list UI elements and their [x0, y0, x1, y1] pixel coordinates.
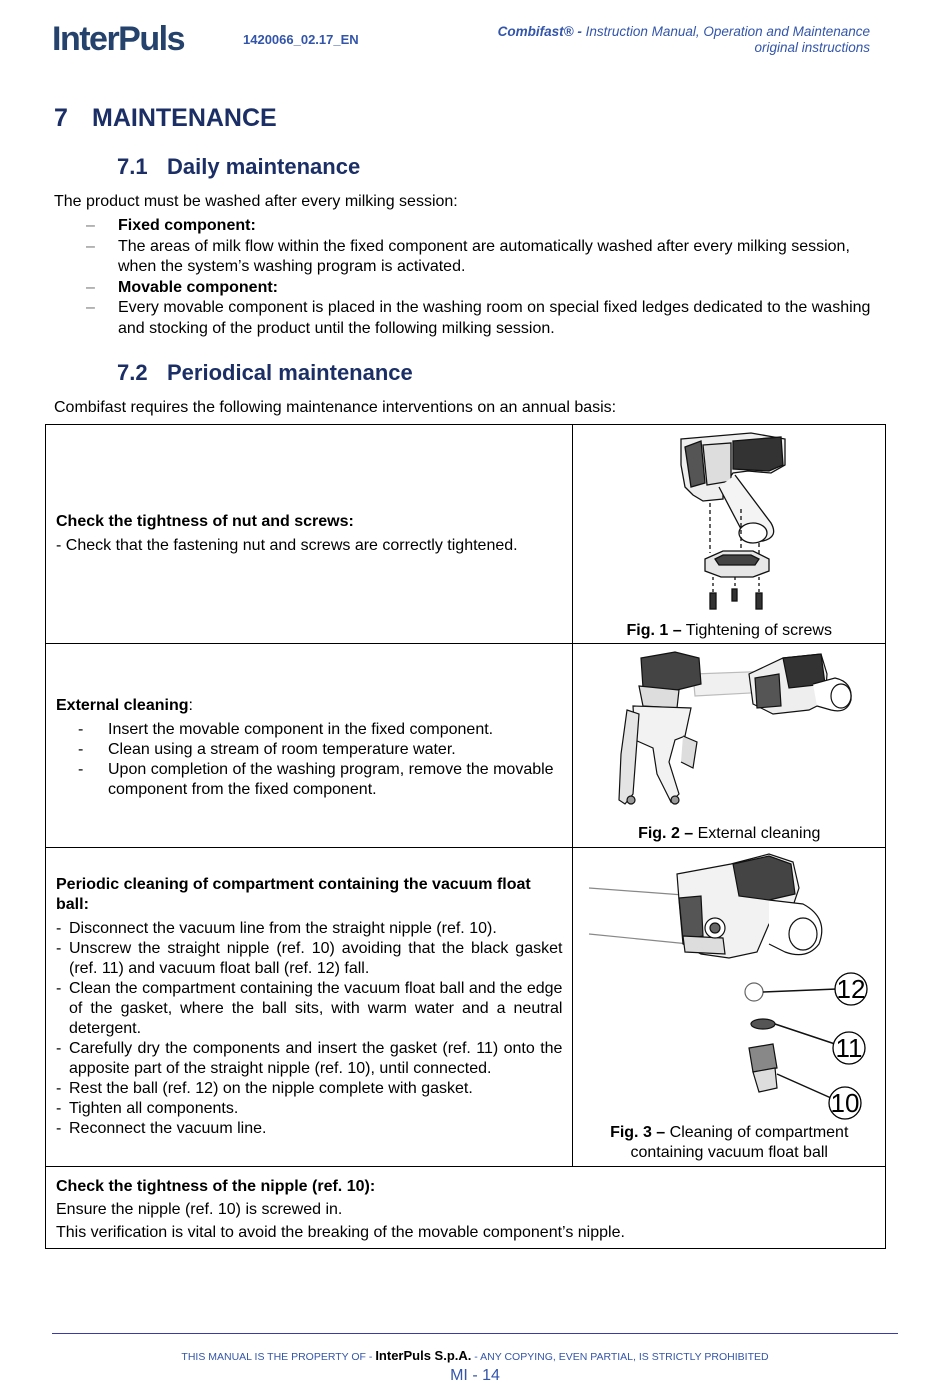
cell-title: External cleaning	[56, 697, 189, 714]
manual-title: Instruction Manual, Operation and Maintenance	[585, 24, 870, 39]
figure-cell	[573, 848, 886, 1167]
list-item-text: Clean using a stream of room temperature water.	[108, 741, 456, 758]
list-item: – Every movable component is placed in the washing room on special fixed ledges dedicated to the washing and stocking of the product until the following milking session.	[86, 299, 871, 337]
figure-caption-text: Tightening of screws	[681, 622, 832, 639]
float-ball-cleaning-list	[56, 919, 562, 1139]
section-title: MAINTENANCE	[92, 104, 277, 132]
list-item-text: Tighten all components.	[69, 1100, 239, 1117]
footer-prefix: THIS MANUAL IS THE PROPERTY OF -	[181, 1351, 376, 1363]
table-cell	[46, 425, 573, 644]
table-row	[46, 848, 886, 1167]
list-item-text: Every movable component is placed in the washing room on special fixed ledges dedicated to the washing and stocking of the product until the following milking session.	[118, 299, 871, 337]
list-item-text: Insert the movable component in the fixed component.	[108, 721, 494, 738]
figure-label: Fig. 3 –	[610, 1124, 666, 1141]
cell-text: - Check that the fastening nut and screws are correctly tightened.	[56, 537, 518, 554]
list-item: – Movable component:	[86, 278, 279, 296]
list-item-text: Reconnect the vacuum line.	[69, 1120, 267, 1137]
list-item: - Carefully dry the components and insert the gasket (ref. 11) onto the apposite part of the straight nipple (ref. 10), until connected.	[56, 1040, 563, 1077]
list-item-text: Carefully dry the components and insert the gasket (ref. 11) onto the apposite part of the straight nipple (ref. 10), until connected.	[69, 1040, 563, 1077]
cell-text: Ensure the nipple (ref. 10) is screwed in.	[56, 1201, 343, 1218]
external-cleaning-illustration	[573, 644, 886, 824]
list-item: - Upon completion of the washing program, remove the movable component from the fixed component.	[78, 761, 554, 798]
maintenance-table	[45, 424, 886, 1249]
section-number: 7	[54, 104, 68, 132]
figure-cell	[573, 644, 886, 848]
list-item: - Unscrew the straight nipple (ref. 10) avoiding that the black gasket (ref. 11) and vacuum float ball (ref. 12) fall.	[56, 940, 563, 977]
table-cell	[46, 644, 573, 848]
figure-caption-text: Cleaning of compartment	[665, 1124, 849, 1141]
daily-maintenance-heading	[117, 154, 360, 180]
external-cleaning-list	[56, 720, 562, 800]
fixed-component-screws-illustration	[573, 425, 886, 620]
table-row	[46, 425, 886, 644]
figure-cell	[573, 425, 886, 644]
manual-header	[498, 24, 870, 56]
cell-title-suffix: :	[188, 697, 193, 714]
figure-label: Fig. 1 –	[626, 622, 682, 639]
subsection-title: Periodical maintenance	[167, 360, 413, 385]
periodical-intro: Combifast requires the following maintenance interventions on an annual basis:	[54, 399, 617, 416]
cell-title: Check the tightness of the nipple (ref. 10):	[56, 1178, 376, 1195]
product-name: Combifast®	[497, 24, 574, 39]
subsection-number: 7.2	[117, 360, 148, 385]
document-code: 1420066_02.17_EN	[243, 32, 359, 47]
table-cell	[46, 848, 573, 1167]
cell-title: Check the tightness of nut and screws:	[56, 513, 354, 530]
list-item: - Tighten all components.	[56, 1100, 239, 1117]
cell-title: Periodic cleaning of compartment containing the vacuum float ball:	[56, 876, 531, 913]
figure-caption	[573, 621, 885, 641]
header-separator: -	[573, 24, 586, 39]
page-number: MI - 14	[450, 1367, 500, 1383]
callout-10: 10	[830, 1088, 860, 1118]
list-item-text: Rest the ball (ref. 12) on the nipple complete with gasket.	[69, 1080, 473, 1097]
callout-11: 11	[835, 1033, 863, 1063]
figure-caption-text: External cleaning	[693, 825, 821, 842]
table-cell	[46, 1167, 886, 1249]
list-item-text: Clean the compartment containing the vacuum float ball and the edge of the gasket, where the ball sits, with warm water and a neutral detergent.	[69, 980, 563, 1037]
table-row	[46, 644, 886, 848]
list-item: - Clean using a stream of room temperature water.	[78, 741, 456, 758]
periodical-maintenance-heading	[117, 360, 413, 386]
daily-intro: The product must be washed after every milking session:	[54, 193, 458, 210]
float-ball-compartment-illustration	[573, 848, 886, 1123]
footer-company: InterPuls S.p.A.	[375, 1348, 472, 1363]
figure-caption	[573, 1123, 885, 1163]
list-item-text: Fixed component:	[118, 217, 256, 234]
list-item: - Clean the compartment containing the vacuum float ball and the edge of the gasket, where the ball sits, with warm water and a neutral detergent.	[56, 980, 563, 1037]
list-item-text: The areas of milk flow within the fixed component are automatically washed after every milking session, when the system’s washing program is activated.	[118, 237, 850, 275]
list-item: – Fixed component:	[86, 217, 256, 234]
daily-maintenance-list	[86, 216, 886, 339]
section-heading	[54, 104, 277, 133]
cell-text: This verification is vital to avoid the breaking of the movable component’s nipple.	[56, 1224, 625, 1241]
list-item: - Disconnect the vacuum line from the straight nipple (ref. 10).	[56, 920, 497, 937]
figure-caption	[573, 824, 885, 844]
list-item-text: Unscrew the straight nipple (ref. 10) avoiding that the black gasket (ref. 11) and vacuum float ball (ref. 12) fall.	[69, 940, 563, 977]
list-item-text: Disconnect the vacuum line from the straight nipple (ref. 10).	[69, 920, 497, 937]
callout-12: 12	[836, 974, 866, 1004]
manual-subtitle: original instructions	[754, 40, 870, 55]
footer-suffix: - ANY COPYING, EVEN PARTIAL, IS STRICTLY PROHIBITED	[471, 1351, 769, 1363]
list-item: - Rest the ball (ref. 12) on the nipple complete with gasket.	[56, 1080, 473, 1097]
subsection-title: Daily maintenance	[167, 154, 361, 179]
list-item-text: Upon completion of the washing program, remove the movable component from the fixed component.	[108, 761, 554, 798]
table-row	[46, 1167, 886, 1249]
footer-notice	[0, 1348, 950, 1363]
list-item-text: Movable component:	[118, 278, 279, 296]
figure-caption-line2: containing vacuum float ball	[630, 1144, 828, 1161]
figure-label: Fig. 2 –	[638, 825, 694, 842]
list-item: – The areas of milk flow within the fixed component are automatically washed after every milking session, when the system’s washing program is activated.	[86, 237, 850, 275]
cell-title-line	[56, 696, 562, 716]
list-item: - Reconnect the vacuum line.	[56, 1120, 267, 1137]
footer-divider	[52, 1333, 898, 1334]
list-item: - Insert the movable component in the fixed component.	[78, 721, 494, 738]
interpuls-logo: InterPuls	[52, 20, 184, 58]
subsection-number: 7.1	[117, 154, 148, 179]
